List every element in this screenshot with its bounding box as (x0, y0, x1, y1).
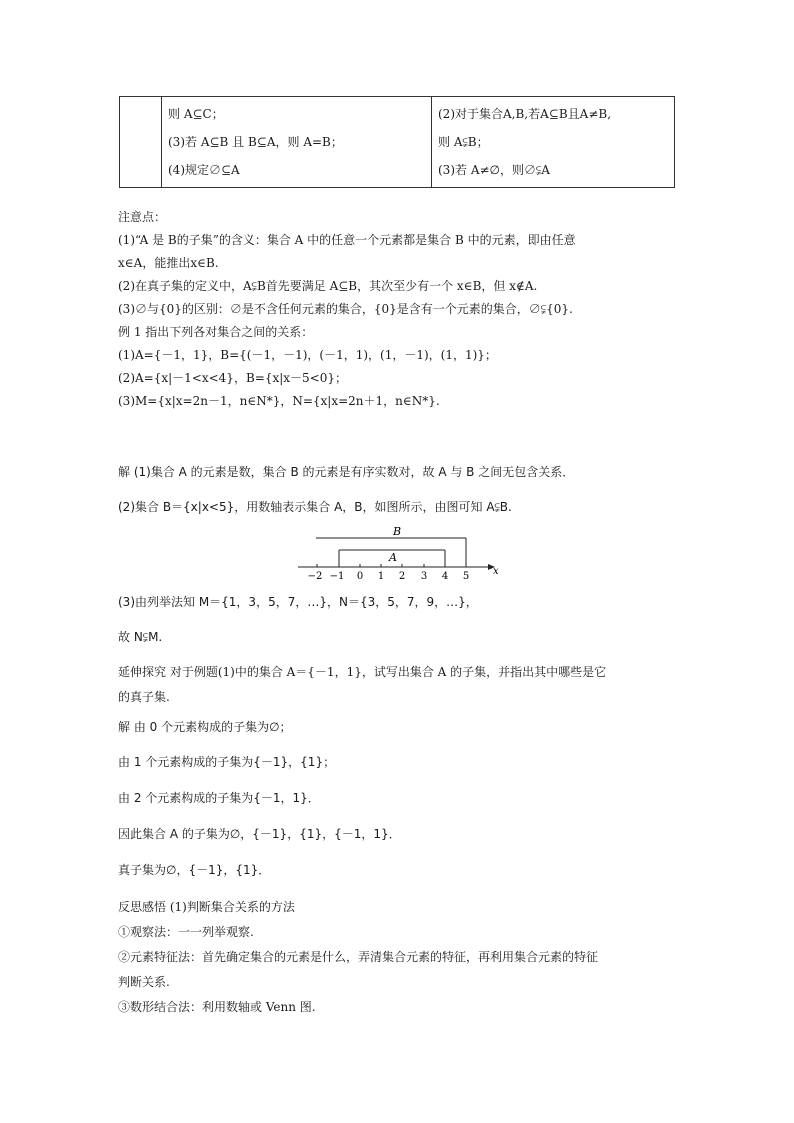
tick-label: −2 (307, 571, 323, 582)
tick-label: 4 (441, 571, 449, 582)
reflection-method: ③数形结合法：利用数轴或 Venn 图. (118, 1000, 316, 1014)
note-line: (3)∅与{0}的区别：∅是不含任何元素的集合，{0}是含有一个元素的集合，∅⫋{0}. (118, 302, 573, 316)
tick-label: 2 (398, 571, 406, 582)
table-row (120, 97, 675, 188)
tick-label: 5 (462, 571, 470, 582)
extension-solution-line: 由 2 个元素构成的子集为{－1，1}． (118, 791, 320, 805)
note-line: (2)在真子集的定义中，A⫋B首先要满足 A⊆B，其次至少有一个 x∈B，但 x∉A. (118, 279, 538, 293)
extension-solution-line: 解 由 0 个元素构成的子集为∅； (118, 720, 292, 734)
solution-line: 解 (1)集合 A 的元素是数，集合 B 的元素是有序实数对，故 A 与 B 之间无包含关系． (118, 465, 575, 479)
extension-solution-line: 因此集合 A 的子集为∅，{－1}，{1}，{－1，1}． (118, 827, 401, 841)
set-b-label: B (393, 525, 402, 538)
reflection-method: 判断关系. (118, 975, 170, 989)
extension-title-line: 延伸探究 对于例题(1)中的集合 A＝{－1，1}，试写出集合 A 的子集，并指出其中哪些是它 (118, 665, 607, 679)
notes-heading: 注意点： (118, 210, 167, 224)
extension-solution-line: 由 1 个元素构成的子集为{－1}，{1}； (118, 755, 336, 769)
solution-line: 故 N⫋M. (118, 630, 163, 644)
example-question: (1)A={－1，1}，B={(－1，－1)，(－1，1)，(1，－1)，(1，1)}； (118, 348, 497, 362)
table-line: 则 A⫋B； (438, 135, 489, 149)
table-cell-proper-subset-properties (432, 97, 675, 188)
example-title: 例 1 指出下列各对集合之间的关系： (118, 325, 314, 339)
note-line: x∈A，能推出x∈B. (118, 256, 219, 270)
reflection-title: 反思感悟 (1)判断集合关系的方法 (118, 900, 295, 914)
solution-line: (3)由列举法知 M＝{1，3，5，7，…}，N＝{3，5，7，9，…}， (118, 595, 478, 609)
extension-solution-line: 真子集为∅，{－1}，{1}． (118, 863, 271, 877)
table-line: (3)若 A≠∅，则∅⫋A (438, 163, 550, 177)
notes-section (118, 206, 684, 413)
tick-label: −1 (329, 571, 345, 582)
reflection-section (118, 895, 684, 1020)
example-question: (2)A={x|－1<x<4}，B={x|x－5<0}； (118, 371, 347, 385)
table-line: (2)对于集合A,B,若A⊆B且A≠B, (438, 107, 612, 121)
solution-line: (2)集合 B＝{x|x<5}，用数轴表示集合 A，B，如图所示，由图可知 A⫋B. (118, 500, 512, 514)
tick-label: 1 (377, 571, 385, 582)
extension-title (118, 660, 684, 710)
extension-title-line: 的真子集. (118, 690, 170, 704)
set-a-label: A (389, 551, 397, 564)
number-line-figure (290, 524, 510, 584)
reflection-method: ①观察法：一一列举观察. (118, 925, 254, 939)
table-line: (3)若 A⊆B 且 B⊆A，则 A=B； (168, 135, 343, 149)
note-line: (1)“A 是 B的子集”的含义：集合 A 中的任意一个元素都是集合 B 中的元素，即由任意 (118, 233, 576, 247)
table-cell-label (120, 97, 162, 188)
tick-label: 0 (356, 571, 364, 582)
axis-label: x (493, 566, 499, 577)
example-question: (3)M={x|x=2n－1，n∈N*}，N={x|x=2n＋1，n∈N*}. (118, 394, 440, 408)
table-line: (4)规定∅⊆A (168, 163, 240, 177)
tick-label: 3 (420, 571, 428, 582)
table-line: 则 A⊆C； (168, 107, 224, 121)
reflection-method: ②元素特征法：首先确定集合的元素是什么，弄清集合元素的特征，再利用集合元素的特征 (118, 950, 599, 964)
table-cell-subset-properties (162, 97, 432, 188)
subset-properties-table (119, 96, 675, 188)
